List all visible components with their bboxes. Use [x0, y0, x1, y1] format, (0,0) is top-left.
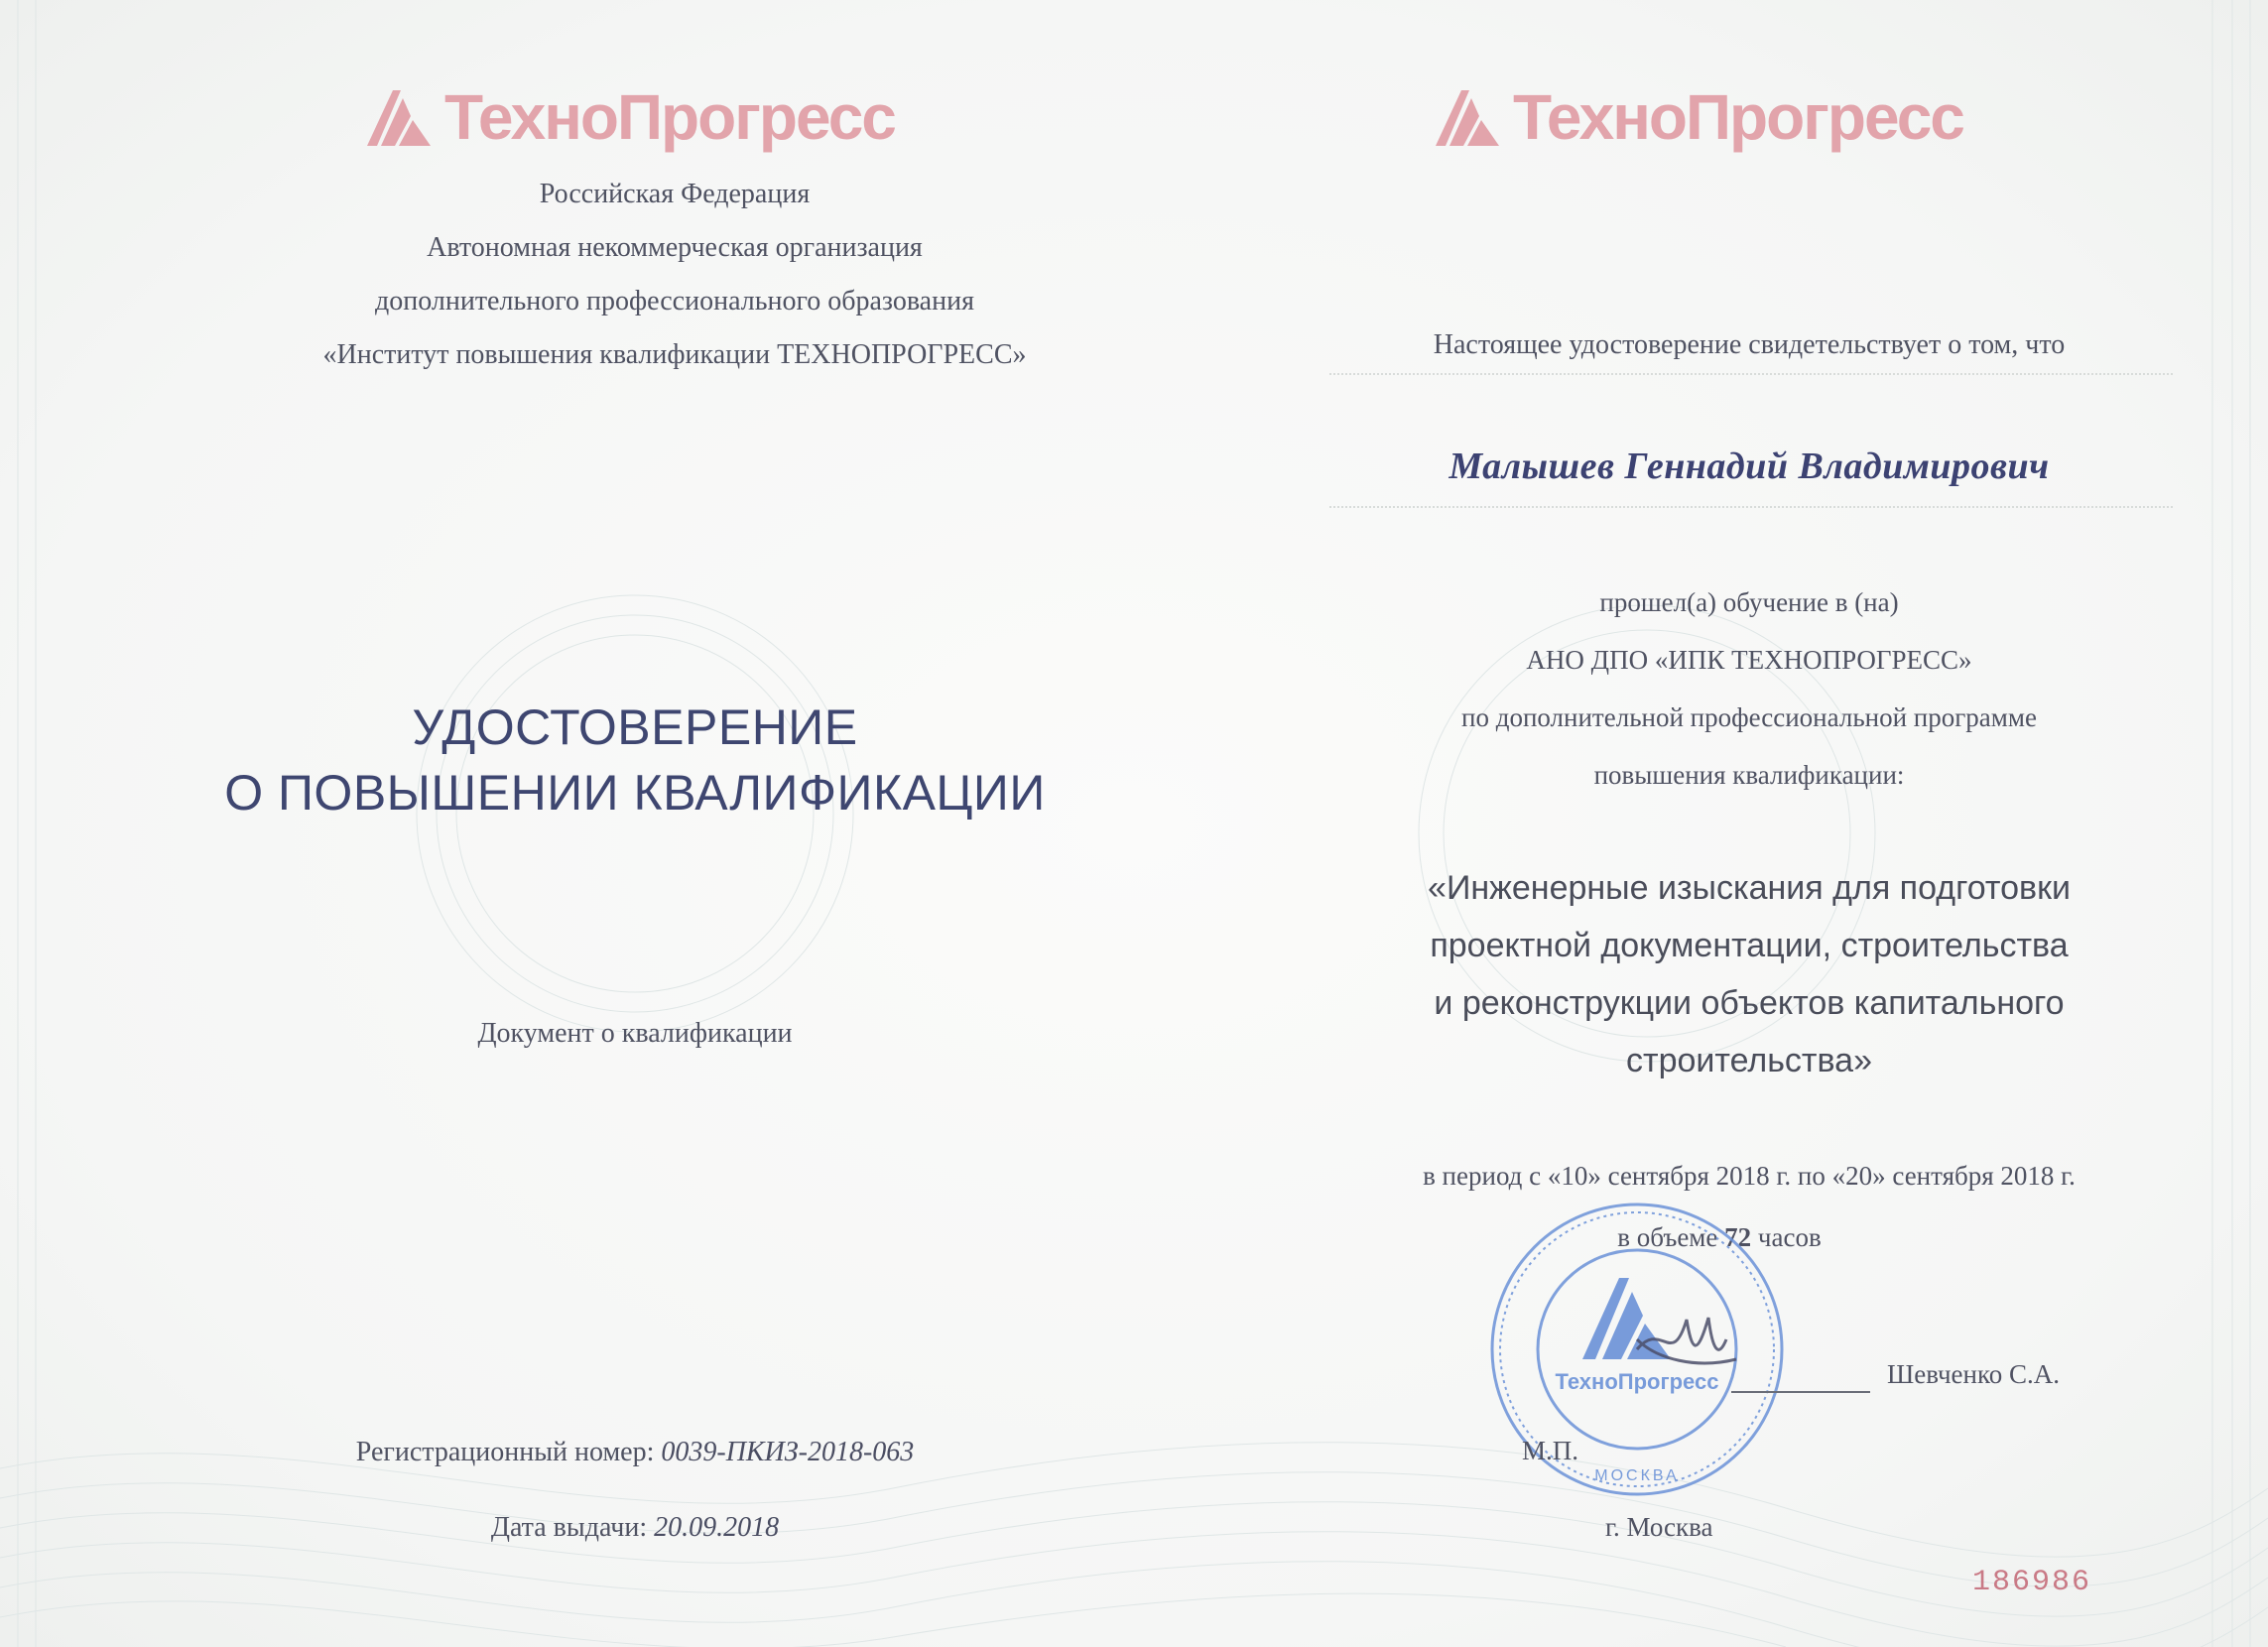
- seal-place-label: М.П.: [1522, 1436, 1579, 1465]
- stamp-center-text: ТехноПрогресс: [1555, 1369, 1719, 1394]
- registration-label: Регистрационный номер:: [355, 1437, 655, 1467]
- registration-number-line: [0, 1437, 1270, 1468]
- title-line-2: О ПОВЫШЕНИИ КВАЛИФИКАЦИИ: [224, 765, 1046, 821]
- training-line-3: по дополнительной профессиональной программе: [1461, 702, 2037, 732]
- volume-hours: 72: [1724, 1222, 1752, 1252]
- registration-number: 0039-ПКИЗ-2018-063: [661, 1437, 915, 1467]
- brand-logo-right: [1434, 81, 1963, 153]
- issue-city: г. Москва: [1605, 1512, 1713, 1542]
- signature-line: [1731, 1391, 1870, 1393]
- issue-date-line: [0, 1512, 1270, 1544]
- brand-name-right: ТехноПрогресс: [1513, 81, 1963, 153]
- title-line-1: УДОСТОВЕРЕНИЕ: [412, 699, 858, 755]
- header-line-institute: «Институт повышения квалификации ТЕХНОПРОГРЕСС»: [322, 339, 1027, 370]
- right-page: [1230, 0, 2268, 1647]
- serial-number: 186986: [1972, 1566, 2092, 1599]
- training-line-2: АНО ДПО «ИПК ТЕХНОПРОГРЕСС»: [1526, 645, 1972, 675]
- certificate-intro: Настоящее удостоверение свидетельствует о том, что: [1433, 329, 2066, 360]
- program-line-3: и реконструкции объектов капитального: [1434, 984, 2065, 1022]
- document-kind: Документ о квалификации: [477, 1018, 793, 1049]
- signer-name: Шевченко С.А.: [1887, 1359, 2060, 1389]
- brand-name: ТехноПрогресс: [444, 81, 895, 153]
- program-line-2: проектной документации, строительства: [1430, 927, 2069, 964]
- program-line-4: строительства»: [1626, 1042, 1872, 1079]
- issue-date: 20.09.2018: [654, 1512, 780, 1543]
- person-name: Малышев Геннадий Владимирович: [1449, 445, 2050, 487]
- program-line-1: «Инженерные изыскания для подготовки: [1428, 869, 2071, 907]
- dotted-divider: [1329, 373, 2173, 375]
- training-line-4: повышения квалификации:: [1593, 760, 1905, 790]
- stamp-bottom-text: МОСКВА: [1594, 1467, 1680, 1484]
- issue-date-label: Дата выдачи:: [490, 1512, 648, 1543]
- volume-prefix: в объеме: [1617, 1222, 1718, 1252]
- brand-logo: [365, 81, 895, 153]
- training-period: в период с «10» сентября 2018 г. по «20» сентября 2018 г.: [1423, 1161, 2076, 1191]
- training-line-1: прошел(а) обучение в (на): [1599, 587, 1899, 617]
- dotted-divider: [1329, 506, 2173, 508]
- program-title: [1230, 859, 2268, 1089]
- triangle-stripes-icon: [1434, 86, 1503, 148]
- volume-suffix: часов: [1757, 1222, 1822, 1252]
- header-line-education: дополнительного профессионального образования: [375, 286, 974, 317]
- header-line-org-type: Автономная некоммерческая организация: [427, 232, 923, 263]
- triangle-stripes-icon: [365, 86, 435, 148]
- certificate-title: [0, 695, 1270, 825]
- header-line-country: Российская Федерация: [539, 179, 811, 209]
